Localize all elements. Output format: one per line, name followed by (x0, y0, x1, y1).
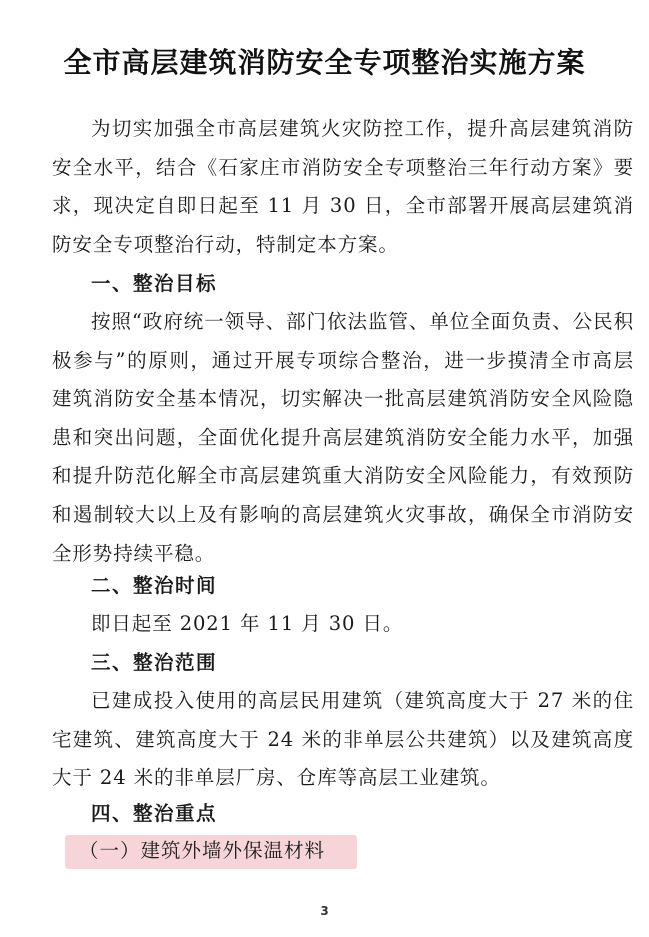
section-heading-time: 二、整治时间 (91, 574, 218, 597)
intro-paragraph: 为切实加强全市高层建筑火灾防控工作，提升高层建筑消防安全水平，结合《石家庄市消防安全专项整治三年行动方案》要求，现决定自即日起至 11 月 30 日，全市部署开展高层建筑消防安全专项整治行动，特制定本方案。 (52, 117, 634, 256)
goals-paragraph: 按照“政府统一领导、部门依法监管、单位全面负责、公民积极参与”的原则，通过开展专项综合整治，进一步摸清全市高层建筑消防安全基本情况，切实解决一批高层建筑消防安全风险隐患和突出问题，全面优化提升高层建筑消防安全能力水平，加强和提升防范化解全市高层建筑重大消防安全风险能力，有效预防和遏制较大以上及有影响的高层建筑火灾事故，确保全市消防安全形势持续平稳。 (52, 310, 634, 565)
time-paragraph: 即日起至 2021 年 11 月 30 日。 (91, 612, 404, 635)
scope-paragraph: 已建成投入使用的高层民用建筑（建筑高度大于 27 米的住宅建筑、建筑高度大于 24 米的非单层公共建筑）以及建筑高度大于 24 米的非单层厂房、仓库等高层工业建筑。 (52, 689, 634, 790)
section-heading-scope: 三、整治范围 (91, 651, 218, 674)
document-title: 全市高层建筑消防安全专项整治实施方案 (63, 45, 586, 79)
section-heading-focus: 四、整治重点 (91, 802, 218, 825)
focus-subitem: （一）建筑外墙外保温材料 (79, 839, 326, 862)
page-number: 3 (320, 904, 329, 918)
section-heading-goals: 一、整治目标 (91, 272, 218, 295)
